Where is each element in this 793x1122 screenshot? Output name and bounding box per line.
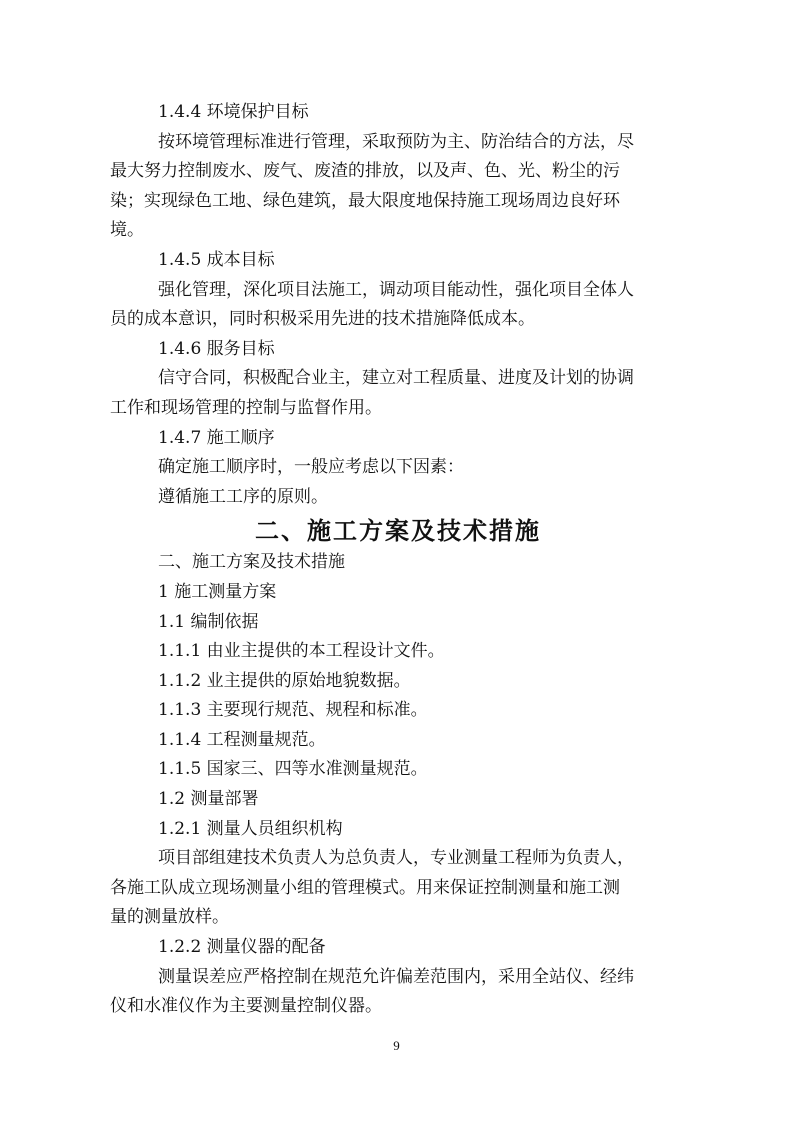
list-item: 1.1.4 工程测量规范。: [158, 729, 326, 750]
chapter-subheading: 二、施工方案及技术措施: [158, 552, 345, 573]
paragraph-line: 量的测量放样。: [110, 907, 229, 928]
list-item: 1.1.2 业主提供的原始地貌数据。: [158, 670, 411, 691]
section-title-1-2-1: 1.2.1 测量人员组织机构: [158, 818, 343, 839]
paragraph-line: 遵循施工工序的原则。: [158, 486, 328, 507]
chapter-heading: 二、施工方案及技术措施: [255, 516, 541, 546]
page-number: 9: [393, 1038, 400, 1053]
paragraph-line: 员的成本意识，同时积极采用先进的技术措施降低成本。: [110, 309, 535, 330]
section-title-1-4-5: 1.4.5 成本目标: [158, 249, 275, 270]
document-body: [110, 98, 686, 1022]
section-title-1-4-7: 1.4.7 施工顺序: [158, 427, 275, 448]
paragraph-line: 工作和现场管理的控制与监督作用。: [110, 397, 382, 418]
list-item: 1.1.3 主要现行规范、规程和标准。: [158, 700, 428, 721]
paragraph-line: 测量误差应严格控制在规范允许偏差范围内，采用全站仪、经纬: [158, 966, 634, 987]
list-item: 1.1.5 国家三、四等水准测量规范。: [158, 759, 428, 780]
paragraph-line: 按环境管理标准进行管理，采取预防为主、防治结合的方法，尽: [158, 131, 634, 152]
section-title-1-2-2: 1.2.2 测量仪器的配备: [158, 937, 326, 958]
paragraph-line: 仪和水准仪作为主要测量控制仪器。: [110, 996, 382, 1017]
section-title-1-2: 1.2 测量部署: [158, 789, 259, 810]
paragraph-line: 信守合同，积极配合业主，建立对工程质量、进度及计划的协调: [158, 368, 634, 389]
paragraph-line: 染；实现绿色工地、绿色建筑，最大限度地保持施工现场周边良好环: [110, 190, 620, 211]
paragraph-line: 项目部组建技术负责人为总负责人，专业测量工程师为负责人，: [158, 848, 634, 869]
section-title-1-1: 1.1 编制依据: [158, 611, 259, 632]
paragraph-line: 各施工队成立现场测量小组的管理模式。用来保证控制测量和施工测: [110, 877, 620, 898]
paragraph-line: 强化管理，深化项目法施工，调动项目能动性，强化项目全体人: [158, 279, 634, 300]
section-title-1-4-6: 1.4.6 服务目标: [158, 338, 275, 359]
paragraph-line: 境。: [110, 220, 144, 241]
paragraph-line: 最大努力控制废水、废气、废渣的排放，以及声、色、光、粉尘的污: [110, 161, 620, 182]
paragraph-line: 确定施工顺序时，一般应考虑以下因素：: [158, 457, 464, 478]
section-title-1: 1 施工测量方案: [158, 581, 277, 602]
list-item: 1.1.1 由业主提供的本工程设计文件。: [158, 641, 445, 662]
section-title-1-4-4: 1.4.4 环境保护目标: [158, 102, 309, 122]
